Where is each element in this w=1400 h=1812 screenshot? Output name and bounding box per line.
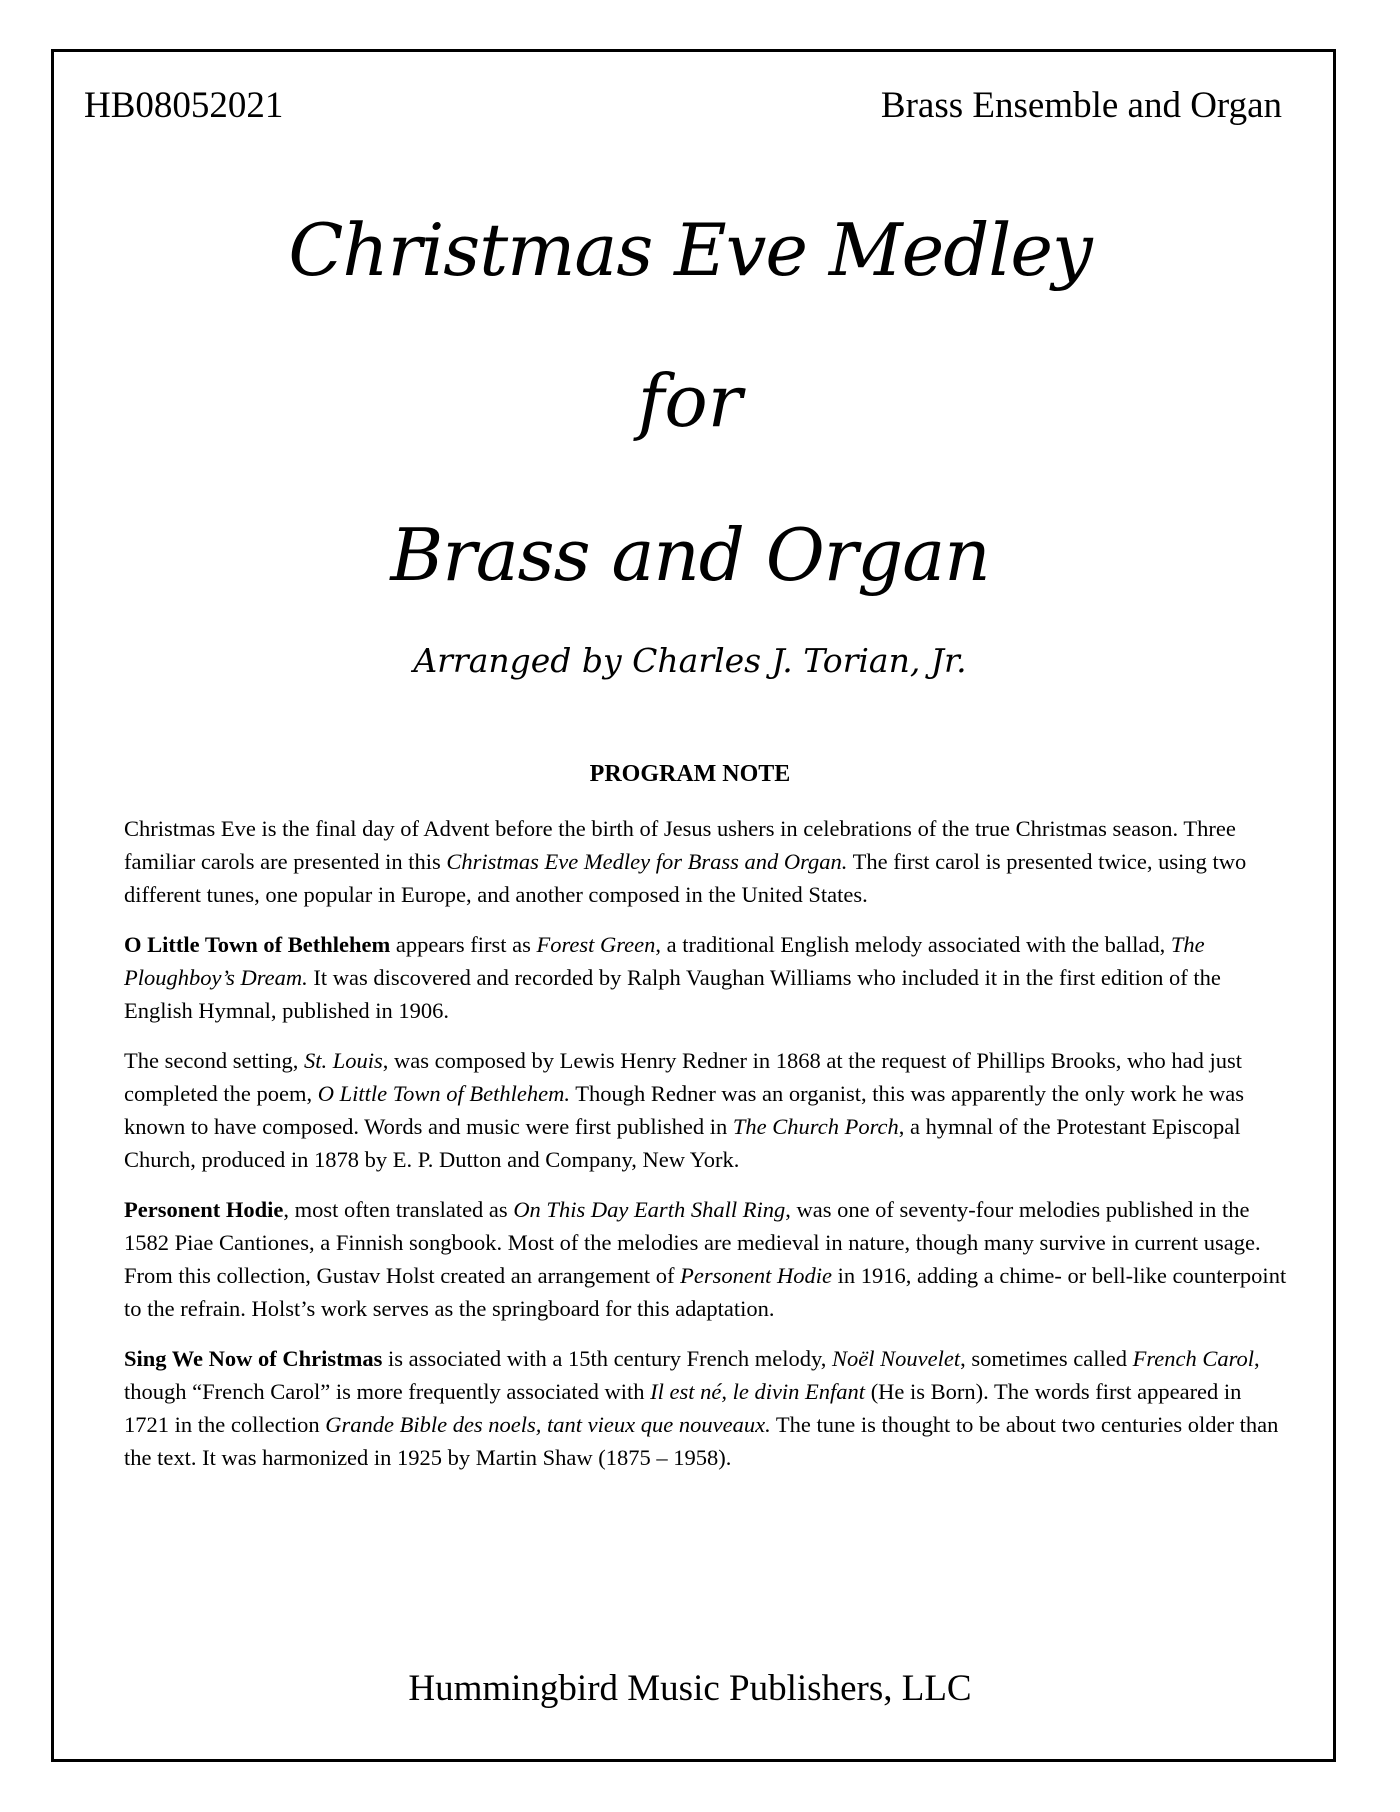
program-note-paragraph-2 bbox=[124, 928, 1289, 1027]
program-note-paragraph-1 bbox=[124, 812, 1289, 911]
italic-title: Grande Bible des noels, tant vieux que nouveaux. bbox=[325, 1412, 771, 1437]
text-run: It was discovered and recorded by Ralph Vaughan Williams who included it in the first edition of the English Hymnal, published in 1906. bbox=[124, 965, 1221, 1023]
italic-title: Forest Green bbox=[536, 932, 656, 957]
carol-name: Personent Hodie bbox=[124, 1197, 284, 1222]
text-run: , was composed by Lewis Henry Redner in 1868 at the request of Phillips Brooks, who had just completed the poem, bbox=[124, 1048, 1243, 1106]
italic-title: The Ploughboy’s Dream. bbox=[124, 932, 1205, 990]
italic-title: Noël Nouvelet bbox=[832, 1346, 961, 1371]
title-line-2: for bbox=[637, 359, 743, 443]
instrumentation-label: Brass Ensemble and Organ bbox=[880, 85, 1282, 126]
text-run: , a hymnal of the Protestant Episcopal Church, produced in 1878 by E. P. Dutton and Company, New York. bbox=[124, 1114, 1241, 1172]
text-run: The second setting, bbox=[124, 1048, 304, 1073]
program-note-paragraph-5 bbox=[124, 1342, 1289, 1474]
title-line-1: Christmas Eve Medley bbox=[288, 208, 1092, 292]
title-line-3: Brass and Organ bbox=[390, 513, 990, 597]
text-run: The first carol is presented twice, using two different tunes, one popular in Europe, and another composed in the United States. bbox=[124, 849, 1247, 907]
italic-title: St. Louis bbox=[303, 1048, 383, 1073]
publisher-name: Hummingbird Music Publishers, LLC bbox=[408, 1668, 972, 1709]
italic-title: On This Day Earth Shall Ring bbox=[513, 1197, 786, 1222]
text-run: (He is Born). The words first appeared in 1721 in the collection bbox=[124, 1379, 1242, 1437]
program-note-paragraph-3 bbox=[124, 1044, 1289, 1176]
carol-name: O Little Town of Bethlehem bbox=[124, 932, 391, 957]
catalog-number: HB08052021 bbox=[84, 85, 284, 126]
text-run: The tune is thought to be about two centuries older than the text. It was harmonized in 1925 by Martin Shaw (1875 – 1958). bbox=[124, 1412, 1279, 1470]
text-run: in 1916, adding a chime- or bell-like counterpoint to the refrain. Holst’s work serves as the springboard for this adaptation. bbox=[124, 1263, 1287, 1321]
italic-title: The Church Porch bbox=[732, 1114, 899, 1139]
text-run: , though “French Carol” is more frequently associated with bbox=[124, 1346, 1260, 1404]
carol-name: Sing We Now of Christmas bbox=[124, 1346, 383, 1371]
text-run: appears first as bbox=[390, 932, 537, 957]
italic-title: O Little Town of Bethlehem. bbox=[317, 1081, 570, 1106]
italic-title: Christmas Eve Medley for Brass and Organ. bbox=[446, 849, 848, 874]
text-run: , a traditional English melody associated with the ballad, bbox=[655, 932, 1171, 957]
text-run: , was one of seventy-four melodies published in the 1582 Piae Cantiones, a Finnish songbook. Most of the melodies are medieval in nature, though many survive in current usage. From this collection, Gustav Holst created an arrangement of bbox=[124, 1197, 1261, 1288]
text-run: is associated with a 15th century French melody, bbox=[382, 1346, 833, 1371]
text-run: , sometimes called bbox=[960, 1346, 1133, 1371]
program-note-heading: PROGRAM NOTE bbox=[589, 761, 791, 787]
program-note-paragraph-4 bbox=[124, 1193, 1289, 1325]
text-run: Christmas Eve is the final day of Advent before the birth of Jesus ushers in celebrations of the true Christmas season. Three familiar carols are presented in this bbox=[124, 816, 1236, 874]
program-note-body bbox=[124, 812, 1289, 1491]
text-run: , most often translated as bbox=[283, 1197, 514, 1222]
italic-title: Il est né, le divin Enfant bbox=[650, 1379, 866, 1404]
arranger-credit: Arranged by Charles J. Torian, Jr. bbox=[413, 641, 967, 680]
italic-title: French Carol bbox=[1132, 1346, 1255, 1371]
text-run: Though Redner was an organist, this was apparently the only work he was known to have composed. Words and music were first published in bbox=[124, 1081, 1245, 1139]
italic-title: Personent Hodie bbox=[680, 1263, 832, 1288]
